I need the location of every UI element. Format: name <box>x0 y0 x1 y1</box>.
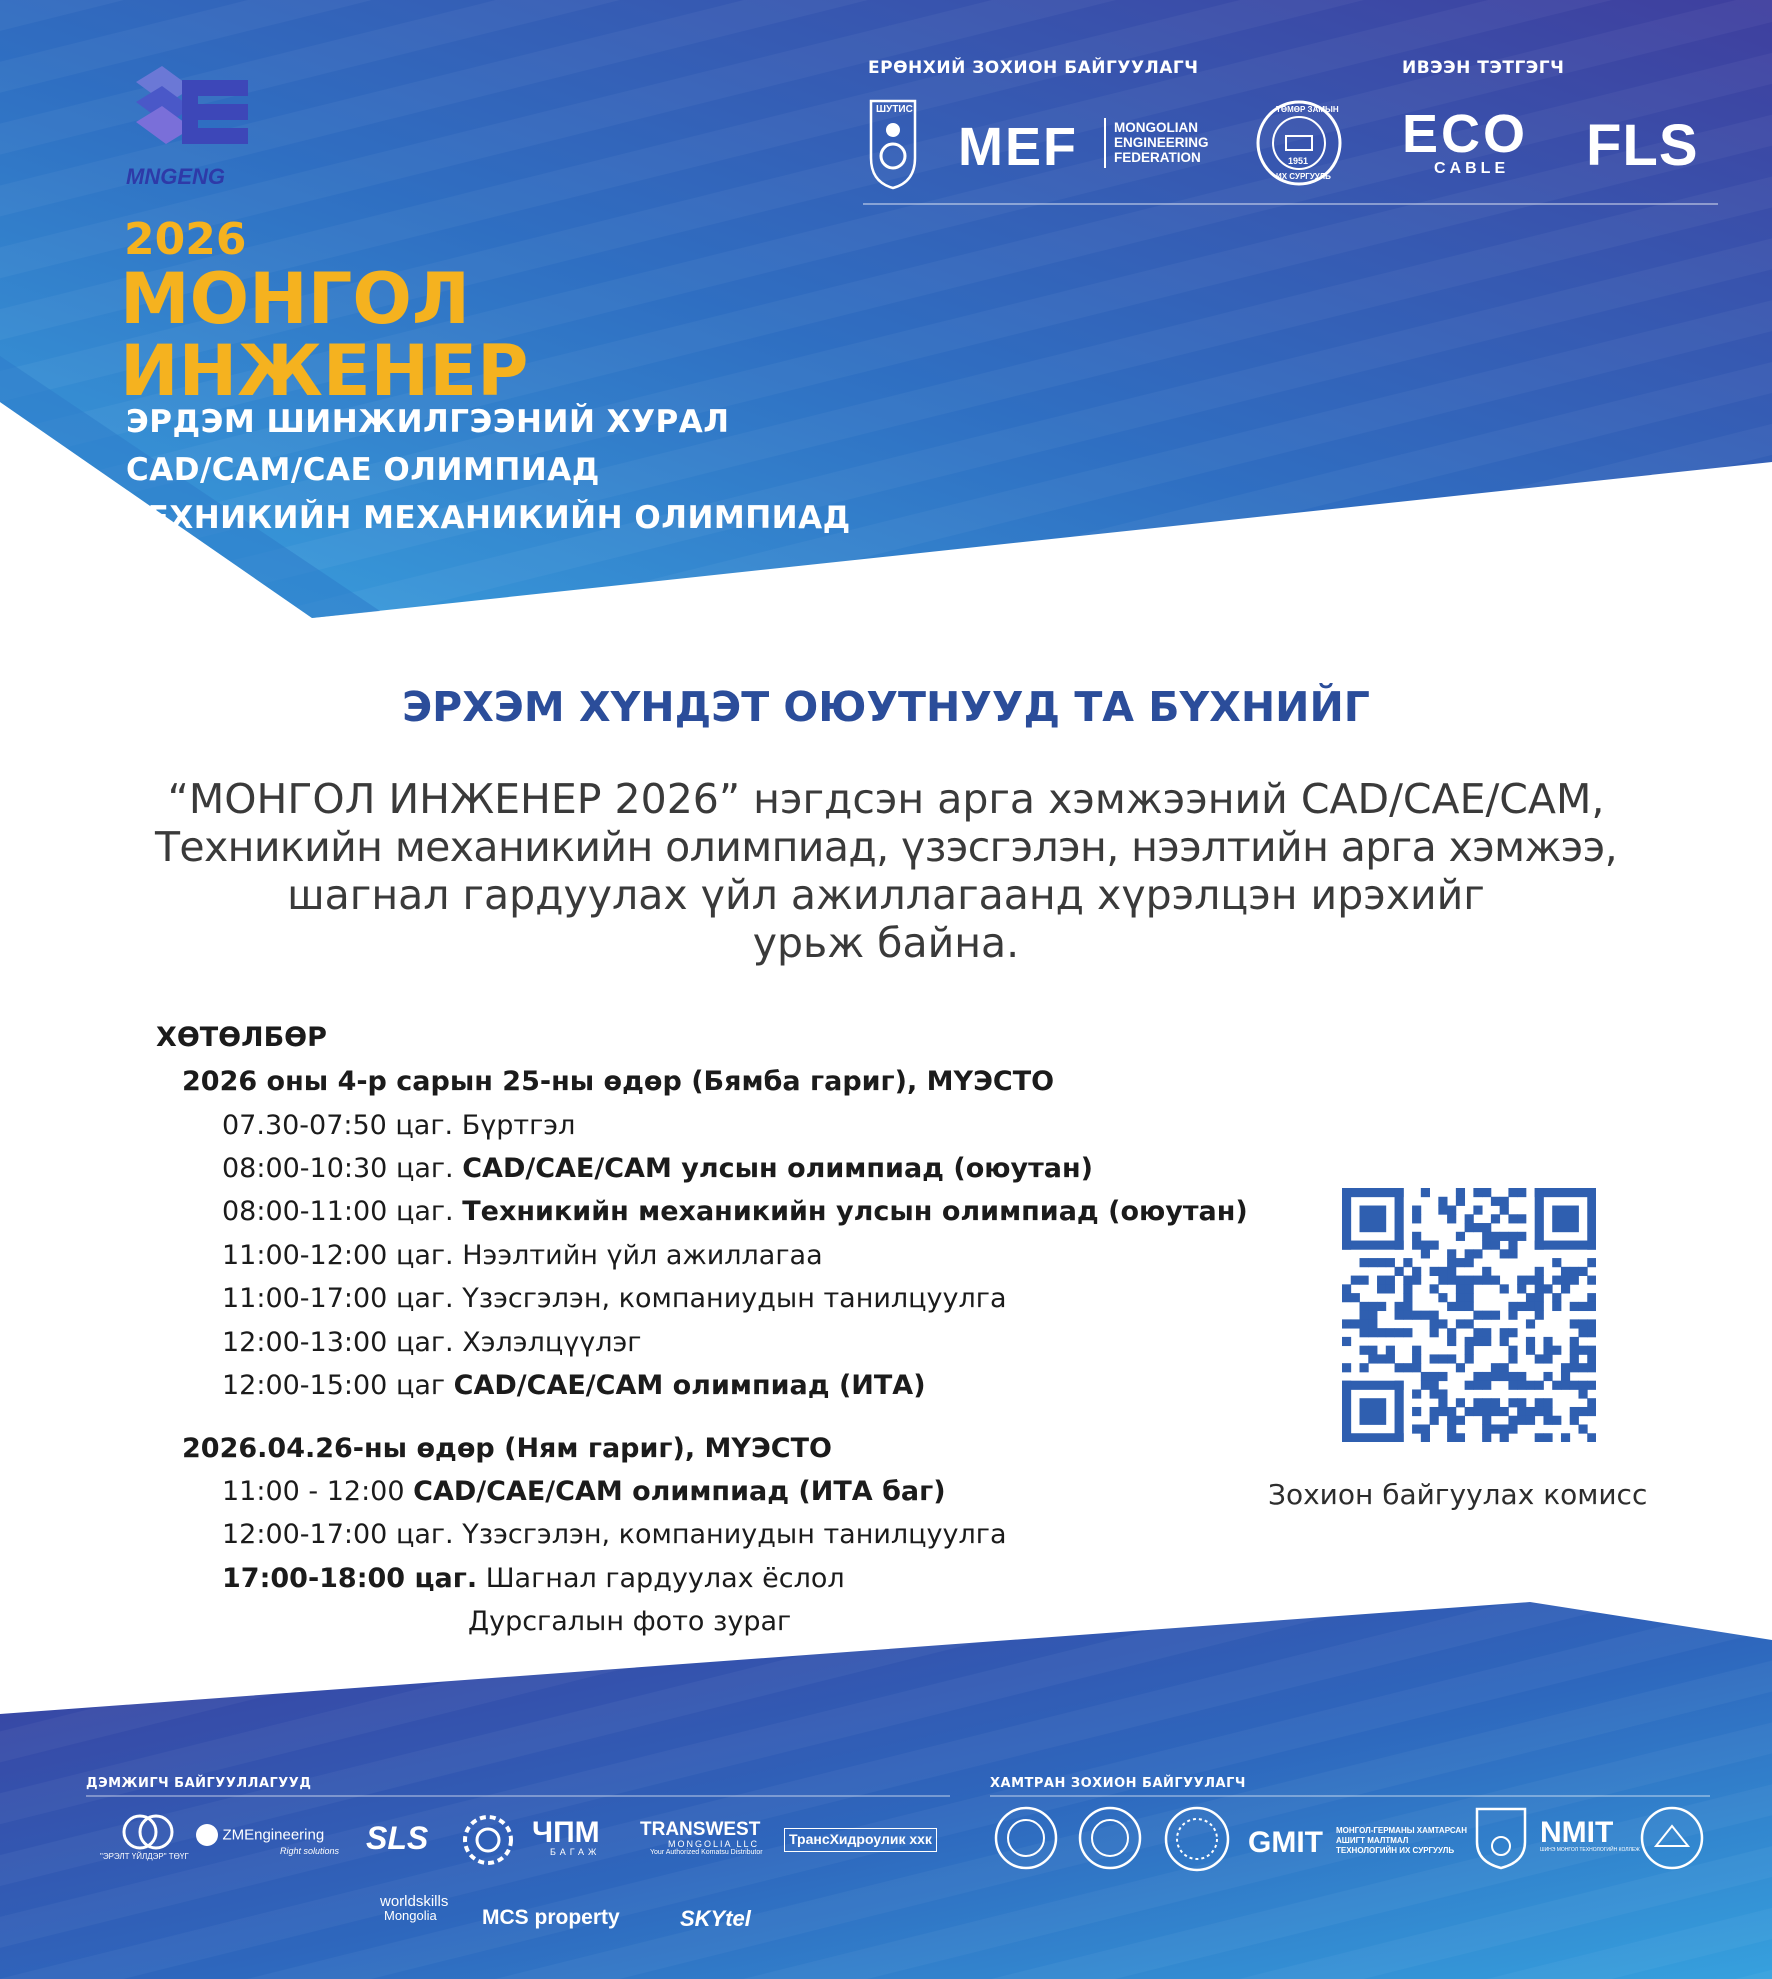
qr-caption: Зохион байгуулах комисс <box>1268 1478 1648 1511</box>
greeting-heading: ЭРХЭМ ХҮНДЭТ ОЮУТНУУД ТА БҮХНИЙГ <box>402 683 1370 731</box>
fls-logo: FLS <box>1586 113 1699 178</box>
organizer-label: ЕРӨНХИЙ ЗОХИОН БАЙГУУЛАГЧ <box>868 58 1199 78</box>
mngeng-wordmark: MNGENG <box>126 164 225 189</box>
mcs-property-logo: MCS property <box>482 1906 620 1929</box>
coorganizer-seal-4 <box>1640 1806 1704 1870</box>
day1-item: 12:00-15:00 цаг CAD/CAE/CAM олимпиад (ИТА) <box>222 1370 926 1401</box>
day2-item: Дурсгалын фото зураг <box>468 1606 792 1637</box>
supporter-emblem-icon <box>118 1812 178 1852</box>
shield-icon <box>1474 1806 1528 1870</box>
subtitle-2: CAD/CAM/CAE ОЛИМПИАД <box>126 452 600 488</box>
event-title <box>120 214 529 412</box>
gmit-full-name: МОНГОЛ-ГЕРМАНЫ ХАМТАРСАН АШИГТ МАЛТМАЛ ТЕХНОЛОГИЙН ИХ СУРГУУЛЬ <box>1336 1826 1467 1855</box>
day1-item: 08:00-10:30 цаг. CAD/CAE/CAM улсын олимпиад (оюутан) <box>222 1153 1093 1184</box>
event-title-line2: ИНЖЕНЕР <box>120 330 529 412</box>
subtitle-1: ЭРДЭМ ШИНЖИЛГЭЭНИЙ ХУРАЛ <box>126 404 730 440</box>
day1-item: 11:00-12:00 цаг. Нээлтийн үйл ажиллагаа <box>222 1240 823 1271</box>
mef-logo: MEF <box>958 117 1078 177</box>
event-year: 2026 <box>124 214 247 265</box>
university-seal-icon <box>1164 1806 1230 1872</box>
day2-item: 12:00-17:00 цаг. Үзэсгэлэн, компаниудын танилцуулга <box>222 1519 1007 1550</box>
qr-code[interactable] <box>1342 1188 1596 1442</box>
program-heading: ХӨТӨЛБӨР <box>156 1022 327 1053</box>
mef-divider <box>1104 118 1106 168</box>
coorganizer-seal-3 <box>1164 1806 1230 1872</box>
railway-bottom-text: ИХ СУРГУУЛЬ <box>1276 172 1331 181</box>
day2-item: 17:00-18:00 цаг. Шагнал гардуулах ёслол <box>222 1563 845 1594</box>
shutis-logo <box>868 98 918 190</box>
coorganizers-label: ХАМТРАН ЗОХИОН БАЙГУУЛАГЧ <box>990 1776 1246 1791</box>
zm-circle-icon <box>196 1824 218 1846</box>
railway-year: 1951 <box>1288 156 1309 166</box>
railway-ring-text: ТӨМӨР ЗАМЫН <box>1276 105 1339 114</box>
supporters-label: ДЭМЖИГЧ БАЙГУУЛЛАГУУД <box>86 1776 312 1791</box>
gear-icon <box>462 1814 514 1866</box>
invitation-line-4: урьж байна. <box>752 919 1020 967</box>
eco-subtext: CABLE <box>1434 160 1510 177</box>
gmit-logo: GMIT <box>1248 1826 1323 1859</box>
gear-logo <box>462 1814 514 1866</box>
invitation-line-3: шагнал гардуулах үйл ажиллагаанд хүрэлцэн ирэхийг <box>287 871 1485 919</box>
nmit-logo: NMIT ШИНЭ МОНГОЛ ТЕХНОЛОГИЙН КОЛЛЕЖ <box>1540 1816 1640 1853</box>
invitation-line-2: Техникийн механикийн олимпиад, үзэсгэлэн, нээлтийн арга хэмжээ, <box>154 823 1618 871</box>
day1-item: 11:00-17:00 цаг. Үзэсгэлэн, компаниудын танилцуулга <box>222 1283 1007 1314</box>
transhydraulic-logo: ТрансХидроулик ххк <box>784 1828 937 1852</box>
eco-cable-logo <box>1402 104 1552 178</box>
university-seal-icon <box>1640 1806 1704 1870</box>
day1-date: 2026 оны 4-р сарын 25-ны өдөр (Бямба гариг), МҮЭСТО <box>182 1066 1055 1097</box>
skytel-logo: SKYtel <box>680 1906 751 1931</box>
shutis-text: ШУТИС <box>876 104 913 115</box>
transwest-logo: TRANSWEST MONGOLIA LLC Your Authorized Komatsu Distributor <box>640 1819 763 1857</box>
eco-wordmark: ECO <box>1402 104 1529 164</box>
sls-logo: SLS <box>366 1820 429 1856</box>
day1-item: 08:00-11:00 цаг. Техникийн механикийн улсын олимпиад (оюутан) <box>222 1196 1248 1227</box>
shield-crest-logo <box>1474 1806 1528 1870</box>
day1-item: 07.30-07:50 цаг. Бүртгэл <box>222 1110 576 1141</box>
invitation-line-1: “МОНГОЛ ИНЖЕНЕР 2026” нэгдсэн арга хэмжээний CAD/CAE/CAM, <box>167 775 1605 823</box>
sponsor-label: ИВЭЭН ТЭТГЭГЧ <box>1402 58 1565 78</box>
university-seal-icon <box>994 1806 1058 1870</box>
zm-engineering-logo: ZMEngineering Right solutions <box>196 1824 339 1856</box>
coorganizer-seal-2 <box>1078 1806 1142 1870</box>
coorganizer-seal-1 <box>994 1806 1058 1870</box>
day2-item: 11:00 - 12:00 CAD/CAE/CAM олимпиад (ИТА баг) <box>222 1476 946 1507</box>
supporter-logo-1: "ЭРЭЛТ ҮЙЛДЭР" ТӨҮГ <box>100 1812 196 1862</box>
railway-university-logo <box>1256 100 1342 186</box>
mngeng-logo <box>122 58 262 188</box>
university-seal-icon <box>1078 1806 1142 1870</box>
subtitle-3: ТЕХНИКИЙН МЕХАНИКИЙН ОЛИМПИАД <box>126 500 851 536</box>
day1-item: 12:00-13:00 цаг. Хэлэлцүүлэг <box>222 1327 642 1358</box>
cpm-logo: ЧПМ БАГАЖ <box>532 1816 601 1857</box>
qr-code-icon <box>1342 1188 1596 1442</box>
day2-date: 2026.04.26-ны өдөр (Ням гариг), МҮЭСТО <box>182 1433 832 1464</box>
worldskills-logo: worldskills Mongolia <box>380 1893 449 1923</box>
event-title-line1: МОНГОЛ <box>120 258 470 340</box>
mef-full-name: MONGOLIAN ENGINEERING FEDERATION <box>1114 120 1209 165</box>
invitation-text <box>120 775 1652 967</box>
